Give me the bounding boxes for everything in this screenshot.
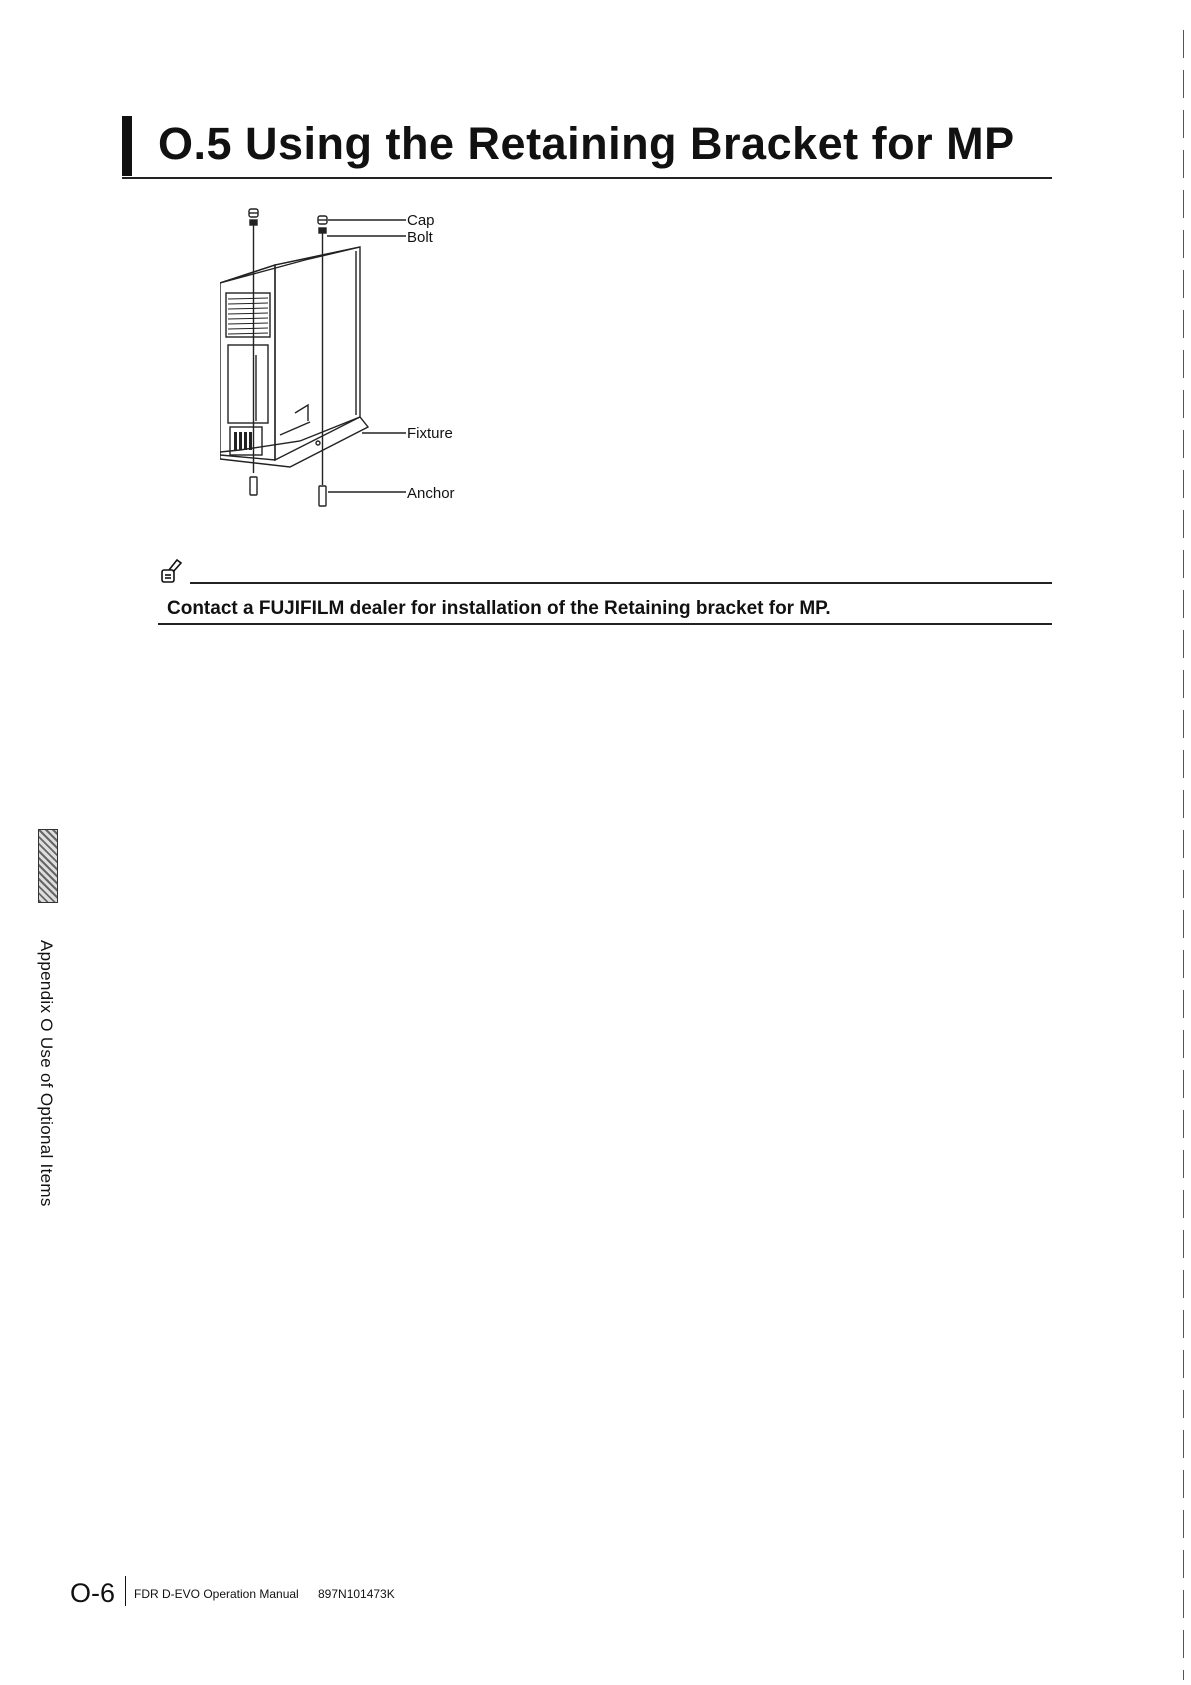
page-title: O.5 Using the Retaining Bracket for MP bbox=[158, 118, 1015, 169]
title-underline bbox=[122, 177, 1052, 179]
note-bottom-rule bbox=[158, 623, 1052, 625]
bolt-label: Bolt bbox=[407, 229, 433, 246]
left-anchor-icon bbox=[250, 477, 257, 495]
left-cap-icon bbox=[249, 209, 258, 217]
chapter-side-label: Appendix O Use of Optional Items bbox=[37, 940, 56, 1207]
note-hand-icon bbox=[160, 558, 184, 584]
note-text: Contact a FUJIFILM dealer for installation of the Retaining bracket for MP. bbox=[167, 598, 831, 619]
right-cap-icon bbox=[318, 216, 327, 224]
footer-separator bbox=[125, 1576, 126, 1606]
fixture-label: Fixture bbox=[407, 425, 453, 442]
section-title-marker bbox=[122, 116, 132, 176]
retaining-bracket-figure bbox=[220, 205, 520, 555]
right-bolt-icon bbox=[319, 228, 326, 241]
chapter-tab-marker bbox=[38, 829, 58, 903]
left-bolt-icon bbox=[250, 220, 257, 233]
footer-manual-title: FDR D-EVO Operation Manual bbox=[134, 1587, 299, 1601]
right-anchor-icon bbox=[319, 486, 326, 506]
page-number: O-6 bbox=[70, 1578, 116, 1608]
cap-label: Cap bbox=[407, 212, 435, 229]
note-top-rule bbox=[190, 582, 1052, 584]
page-edge-line bbox=[1183, 30, 1184, 1680]
footer-document-code: 897N101473K bbox=[318, 1587, 395, 1601]
anchor-label: Anchor bbox=[407, 485, 455, 502]
